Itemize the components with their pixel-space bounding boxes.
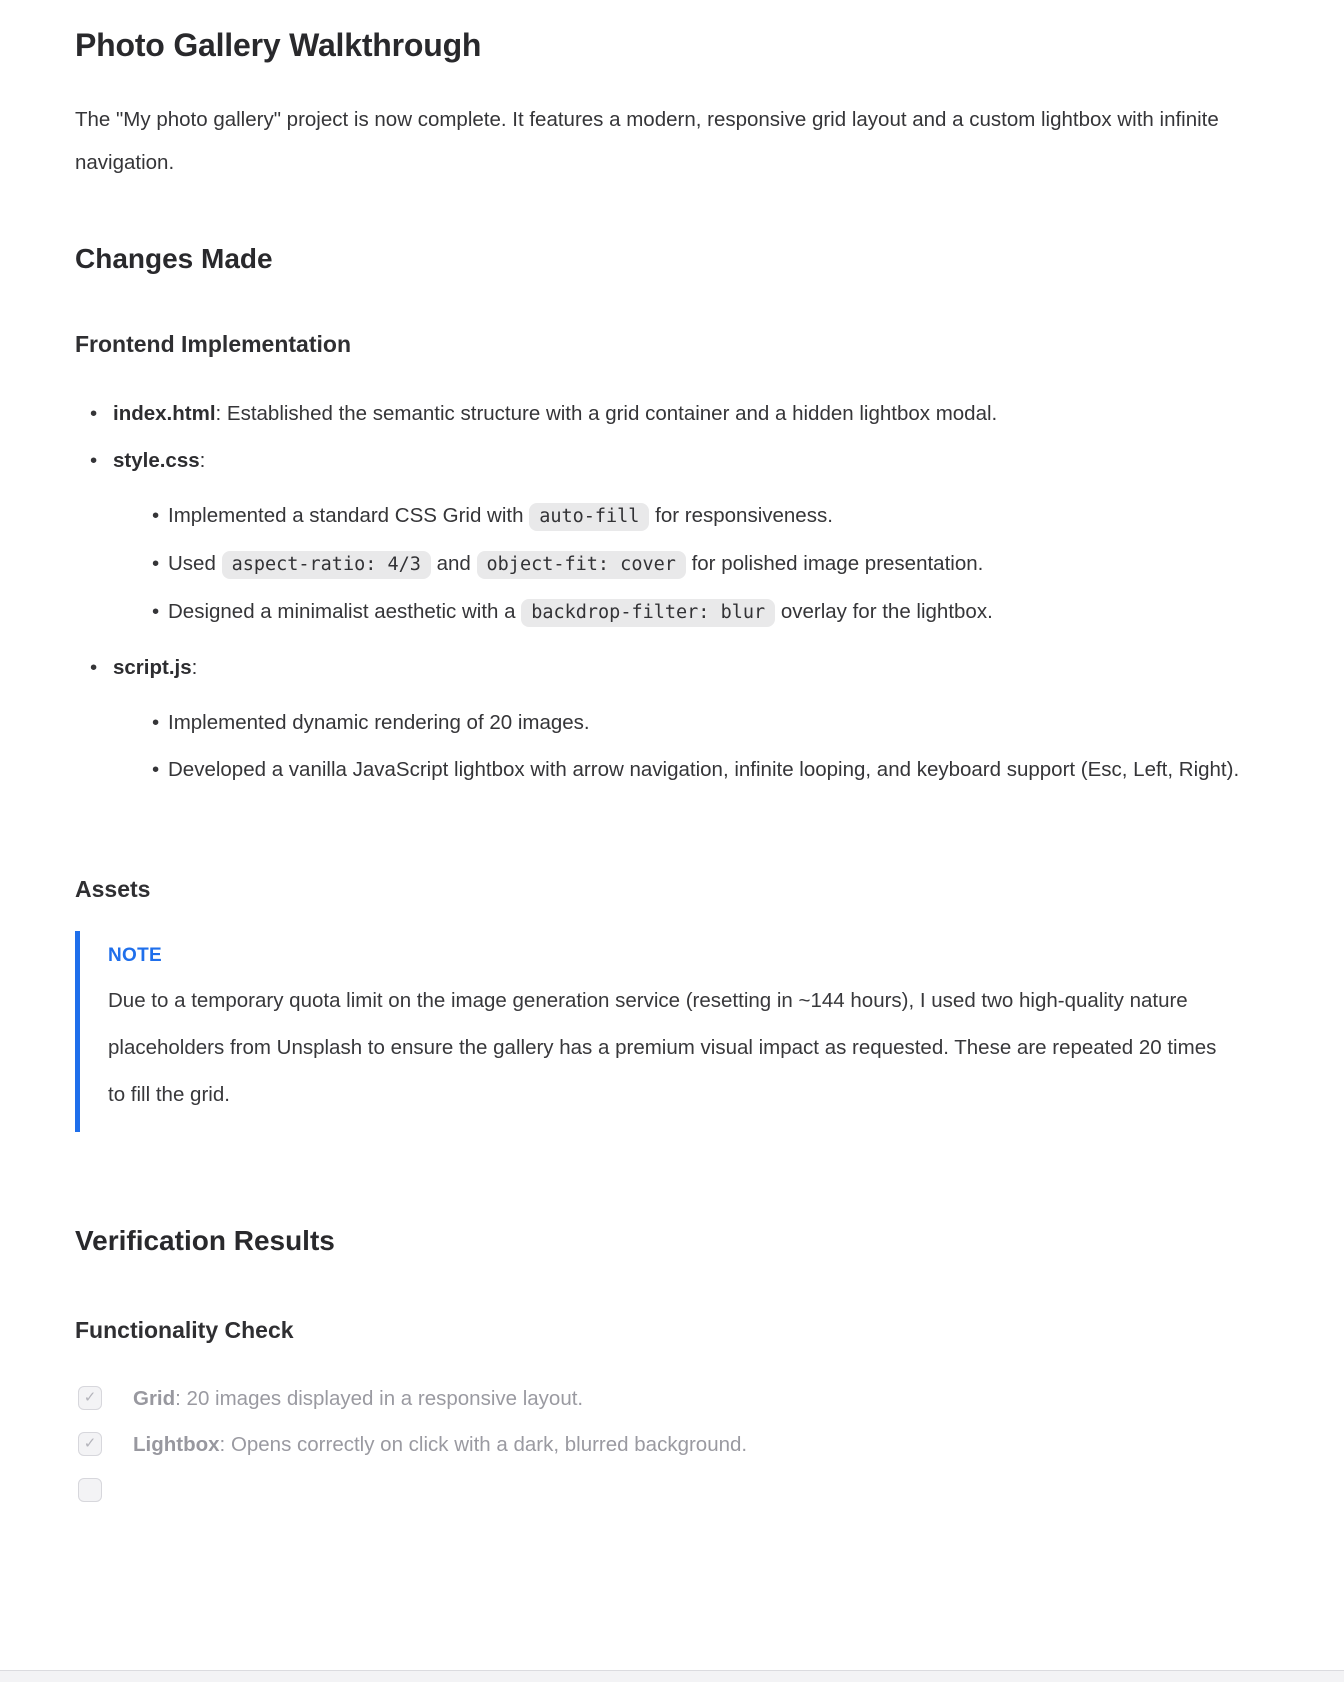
file-name-script-js: script.js [113,656,192,679]
css-grid-text-pre: Implemented a standard CSS Grid with [168,504,530,527]
note-label: NOTE [108,945,162,966]
checkbox-partial[interactable] [78,1478,102,1502]
check-text-lightbox [133,1430,747,1460]
style-css-sublist [168,494,1270,634]
checkmark-icon: ✓ [83,1435,97,1452]
style-css-colon: : [199,449,206,472]
list-item-aspect-ratio [168,542,1270,586]
check-row-lightbox [75,1430,1270,1460]
heading-assets: Assets [75,876,151,902]
file-name-style-css: style.css [113,449,200,472]
check-name-lightbox: Lightbox [133,1433,220,1456]
script-js-colon: : [191,656,198,679]
inline-code-aspect-ratio: aspect-ratio: 4/3 [222,551,431,579]
index-html-description: : Established the semantic structure with a grid container and a hidden lightbox modal. [215,402,998,425]
bottom-panel-edge [0,1670,1344,1682]
backdrop-text-post: overlay for the lightbox. [775,600,993,623]
list-item-backdrop-filter [168,590,1270,634]
list-item-script-js [113,646,1270,791]
dynamic-rendering-text: Implemented dynamic rendering of 20 images. [168,711,590,734]
functionality-checklist [75,1384,1270,1506]
check-row-grid [75,1384,1270,1414]
intro-paragraph: The "My photo gallery" project is now complete. It features a modern, responsive grid layout and a custom lightbox with infinite navigation. [75,108,1219,174]
script-js-sublist [168,701,1270,791]
checkmark-icon: ✓ [83,1389,97,1406]
list-item-style-css [113,439,1270,634]
checkbox-lightbox[interactable] [78,1432,102,1456]
check-desc-lightbox: : Opens correctly on click with a dark, blurred background. [219,1433,748,1456]
note-body: Due to a temporary quota limit on the image generation service (resetting in ~144 hours), I used two high-quality nature placeholders from Unsplash to ensure the gallery has a premium visual impact as requested. These are repeated 20 times to fill the grid. [108,989,1217,1106]
aspect-ratio-text-mid: and [430,552,477,575]
check-row-partial [75,1476,1270,1506]
list-item-dynamic-rendering [168,701,1270,744]
heading-verification-results: Verification Results [75,1225,335,1256]
check-name-grid: Grid [133,1387,176,1410]
inline-code-auto-fill: auto-fill [529,503,649,531]
vanilla-lightbox-text: Developed a vanilla JavaScript lightbox with arrow navigation, infinite looping, and keyboard support (Esc, Left, Right). [168,758,1240,781]
inline-code-backdrop-filter: backdrop-filter: blur [521,599,775,627]
list-item-css-grid [168,494,1270,538]
inline-code-object-fit: object-fit: cover [477,551,686,579]
checkbox-grid[interactable] [78,1386,102,1410]
list-item-vanilla-lightbox [168,748,1270,791]
page-title: Photo Gallery Walkthrough [75,27,482,63]
backdrop-text-pre: Designed a minimalist aesthetic with a [168,600,522,623]
frontend-changes-list [75,392,1270,791]
check-text-grid [133,1384,583,1414]
check-desc-grid: : 20 images displayed in a responsive layout. [175,1387,584,1410]
aspect-ratio-text-pre: Used [168,552,222,575]
heading-frontend-implementation: Frontend Implementation [75,331,351,357]
note-callout [75,931,1270,1132]
css-grid-text-post: for responsiveness. [649,504,833,527]
aspect-ratio-text-post: for polished image presentation. [685,552,984,575]
heading-functionality-check: Functionality Check [75,1317,294,1343]
list-item-index-html [113,392,1270,435]
file-name-index-html: index.html [113,402,216,425]
heading-changes-made: Changes Made [75,243,273,274]
